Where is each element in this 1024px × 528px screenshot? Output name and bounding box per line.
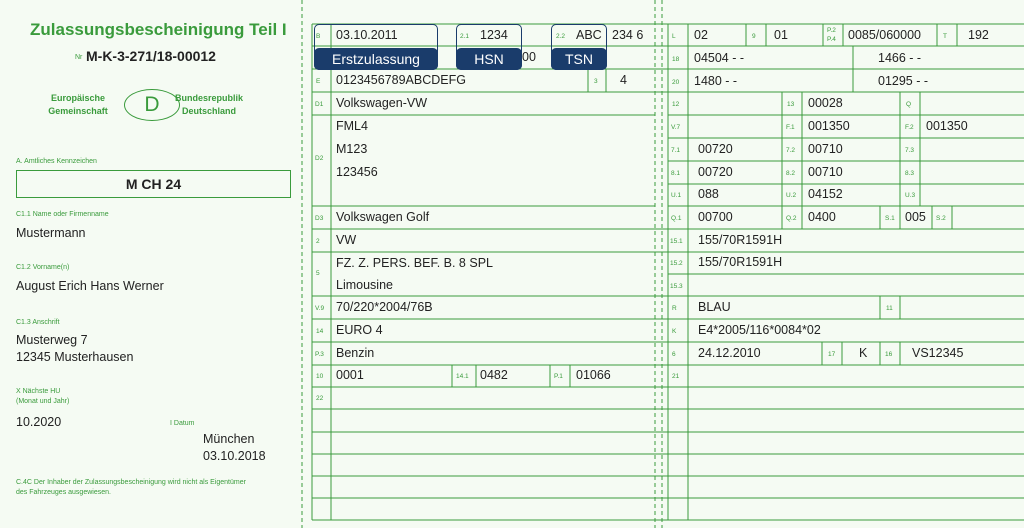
value-u2: 04152 <box>808 187 843 201</box>
footer-line1: C.4C Der Inhaber der Zulassungsbescheinigung wird nicht als Eigentümer <box>16 479 246 486</box>
anschrift-line1: Musterweg 7 <box>16 333 88 347</box>
label-q: Q <box>906 101 912 108</box>
value-f2: 001350 <box>926 119 968 133</box>
value-3: 4 <box>620 73 627 87</box>
label-7-2: 7.2 <box>786 147 796 154</box>
hu-sublabel: (Monat und Jahr) <box>16 398 70 405</box>
label-21: 21 <box>672 373 680 380</box>
label-q1: Q.1 <box>671 215 682 222</box>
label-d2: D2 <box>315 155 324 162</box>
label-16: 16 <box>885 351 893 358</box>
name-label: C1.1 Name oder Firmenname <box>16 211 109 218</box>
value-d3: Volkswagen Golf <box>336 210 430 224</box>
anschrift-label: C1.3 Anschrift <box>16 319 60 326</box>
name-value: Mustermann <box>16 226 86 240</box>
value-q2: 0400 <box>808 210 836 224</box>
label-p4: P.4 <box>827 36 836 43</box>
label-p2: P.2 <box>827 27 836 34</box>
value-6: 24.12.2010 <box>698 346 761 360</box>
label-f1: F.1 <box>786 124 795 131</box>
value-5-line2: Limousine <box>336 278 393 292</box>
label-u2: U.2 <box>786 192 797 199</box>
value-5-line1: FZ. Z. PERS. BEF. B. 8 SPL <box>336 256 493 270</box>
value-7-2: 00710 <box>808 142 843 156</box>
label-u3: U.3 <box>905 192 916 199</box>
value-10: 0001 <box>336 368 364 382</box>
label-15-2: 15.2 <box>670 260 683 267</box>
label-8-1: 8.1 <box>671 170 681 177</box>
value-2-2-rest: 234 6 <box>612 28 644 42</box>
value-18-right: 1466 - - <box>878 51 922 65</box>
value-15-2: 155/70R1591H <box>698 255 783 269</box>
value-l: 02 <box>694 28 708 42</box>
label-e: E <box>316 78 321 85</box>
country-code: D <box>144 93 160 116</box>
value-2-2: ABC <box>576 28 602 42</box>
value-15-1: 155/70R1591H <box>698 233 783 247</box>
eu-line1: Europäische <box>50 93 106 103</box>
label-11: 11 <box>886 305 893 312</box>
label-v7: V.7 <box>671 124 681 131</box>
license-plate: M CH 24 <box>16 170 291 198</box>
vorname-value: August Erich Hans Werner <box>16 279 164 293</box>
value-u1: 088 <box>698 187 719 201</box>
label-u1: U.1 <box>671 192 682 199</box>
label-18: 18 <box>672 56 680 63</box>
nr-prefix: Nr <box>75 54 83 61</box>
label-3: 3 <box>594 78 598 85</box>
label-13: 13 <box>787 101 795 108</box>
label-22: 22 <box>316 395 324 402</box>
label-2-2: 2.2 <box>556 33 566 40</box>
value-b: 03.10.2011 <box>336 28 398 42</box>
footer-line2: des Fahrzeuges ausgewiesen. <box>16 489 111 496</box>
label-r: R <box>672 305 677 312</box>
value-t: 192 <box>968 28 989 42</box>
value-16: VS12345 <box>912 346 964 360</box>
value-d1: Volkswagen-VW <box>336 96 428 110</box>
eu-label <box>38 92 118 118</box>
brd-label <box>164 92 254 118</box>
label-15-3: 15.3 <box>670 283 683 290</box>
label-8-3: 8.3 <box>905 170 915 177</box>
value-p3: Benzin <box>336 346 375 360</box>
label-d1: D1 <box>315 101 324 108</box>
vorname-label: C1.2 Vorname(n) <box>16 264 70 271</box>
value-13: 00028 <box>808 96 843 110</box>
value-18: 04504 - - <box>694 51 745 65</box>
label-14: 14 <box>316 328 324 335</box>
label-10: 10 <box>316 373 324 380</box>
hu-value: 10.2020 <box>16 415 62 429</box>
label-7-1: 7.1 <box>671 147 681 154</box>
issue-date: 03.10.2018 <box>203 449 266 463</box>
label-14-1: 14.1 <box>456 373 469 380</box>
value-q1: 00700 <box>698 210 733 224</box>
label-b: B <box>316 33 321 40</box>
value-d2-line1: FML4 <box>336 119 368 133</box>
label-s2: S.2 <box>936 215 946 222</box>
label-5: 5 <box>316 270 320 277</box>
label-2: 2 <box>316 238 320 245</box>
label-d3: D3 <box>315 215 324 222</box>
value-9: 01 <box>774 28 788 42</box>
value-hsn-tail: 00 <box>522 50 536 64</box>
value-d2-line3: 123456 <box>336 165 378 179</box>
value-k: E4*2005/116*0084*02 <box>698 323 821 337</box>
value-e: 0123456789ABCDEFG <box>336 73 466 87</box>
datum-label: I Datum <box>170 420 195 427</box>
label-q2: Q.2 <box>786 215 797 222</box>
label-9: 9 <box>752 33 756 40</box>
anschrift-line2: 12345 Musterhausen <box>16 350 134 364</box>
kennzeichen-label: A. Amtliches Kennzeichen <box>16 158 97 165</box>
value-14-1: 0482 <box>480 368 508 382</box>
erstzulassung-badge: Erstzulassung <box>314 48 438 70</box>
value-8-1: 00720 <box>698 165 733 179</box>
hu-label: X Nächste HU <box>16 388 61 395</box>
value-p2-p4: 0085/060000 <box>848 28 921 42</box>
value-2: VW <box>336 233 357 247</box>
document-number: M-K-3-271/18-00012 <box>86 48 216 64</box>
value-8-2: 00710 <box>808 165 843 179</box>
value-s1: 005 <box>905 210 926 224</box>
value-7-1: 00720 <box>698 142 733 156</box>
label-v9: V.9 <box>315 305 325 312</box>
label-2-1: 2.1 <box>460 33 470 40</box>
label-k: K <box>672 328 677 335</box>
value-r: BLAU <box>698 300 731 314</box>
value-20: 1480 - - <box>694 74 738 88</box>
label-t: T <box>943 33 947 40</box>
label-17: 17 <box>828 351 836 358</box>
label-s1: S.1 <box>885 215 895 222</box>
hsn-badge: HSN <box>456 48 522 70</box>
tsn-badge: TSN <box>551 48 607 70</box>
label-l: L <box>672 33 676 40</box>
value-17: K <box>859 346 868 360</box>
value-f1: 001350 <box>808 119 850 133</box>
value-v9: 70/220*2004/76B <box>336 300 433 314</box>
label-15-1: 15.1 <box>670 238 683 245</box>
label-f2: F.2 <box>905 124 914 131</box>
value-d2-line2: M123 <box>336 142 368 156</box>
eu-line2: Gemeinschaft <box>48 106 108 116</box>
label-p1: P.1 <box>554 373 563 380</box>
value-20-right: 01295 - - <box>878 74 929 88</box>
label-12: 12 <box>672 101 680 108</box>
label-p3: P.3 <box>315 351 324 358</box>
document-title: Zulassungsbescheinigung Teil I <box>30 20 287 39</box>
value-14: EURO 4 <box>336 323 383 337</box>
label-8-2: 8.2 <box>786 170 796 177</box>
label-7-3: 7.3 <box>905 147 915 154</box>
brd-line1: Bundesrepublik <box>174 93 243 103</box>
label-20: 20 <box>672 79 680 86</box>
label-6: 6 <box>672 351 676 358</box>
brd-line2: Deutschland <box>181 106 236 116</box>
issue-city: München <box>203 432 255 446</box>
value-2-1: 1234 <box>480 28 508 42</box>
value-p1: 01066 <box>576 368 611 382</box>
